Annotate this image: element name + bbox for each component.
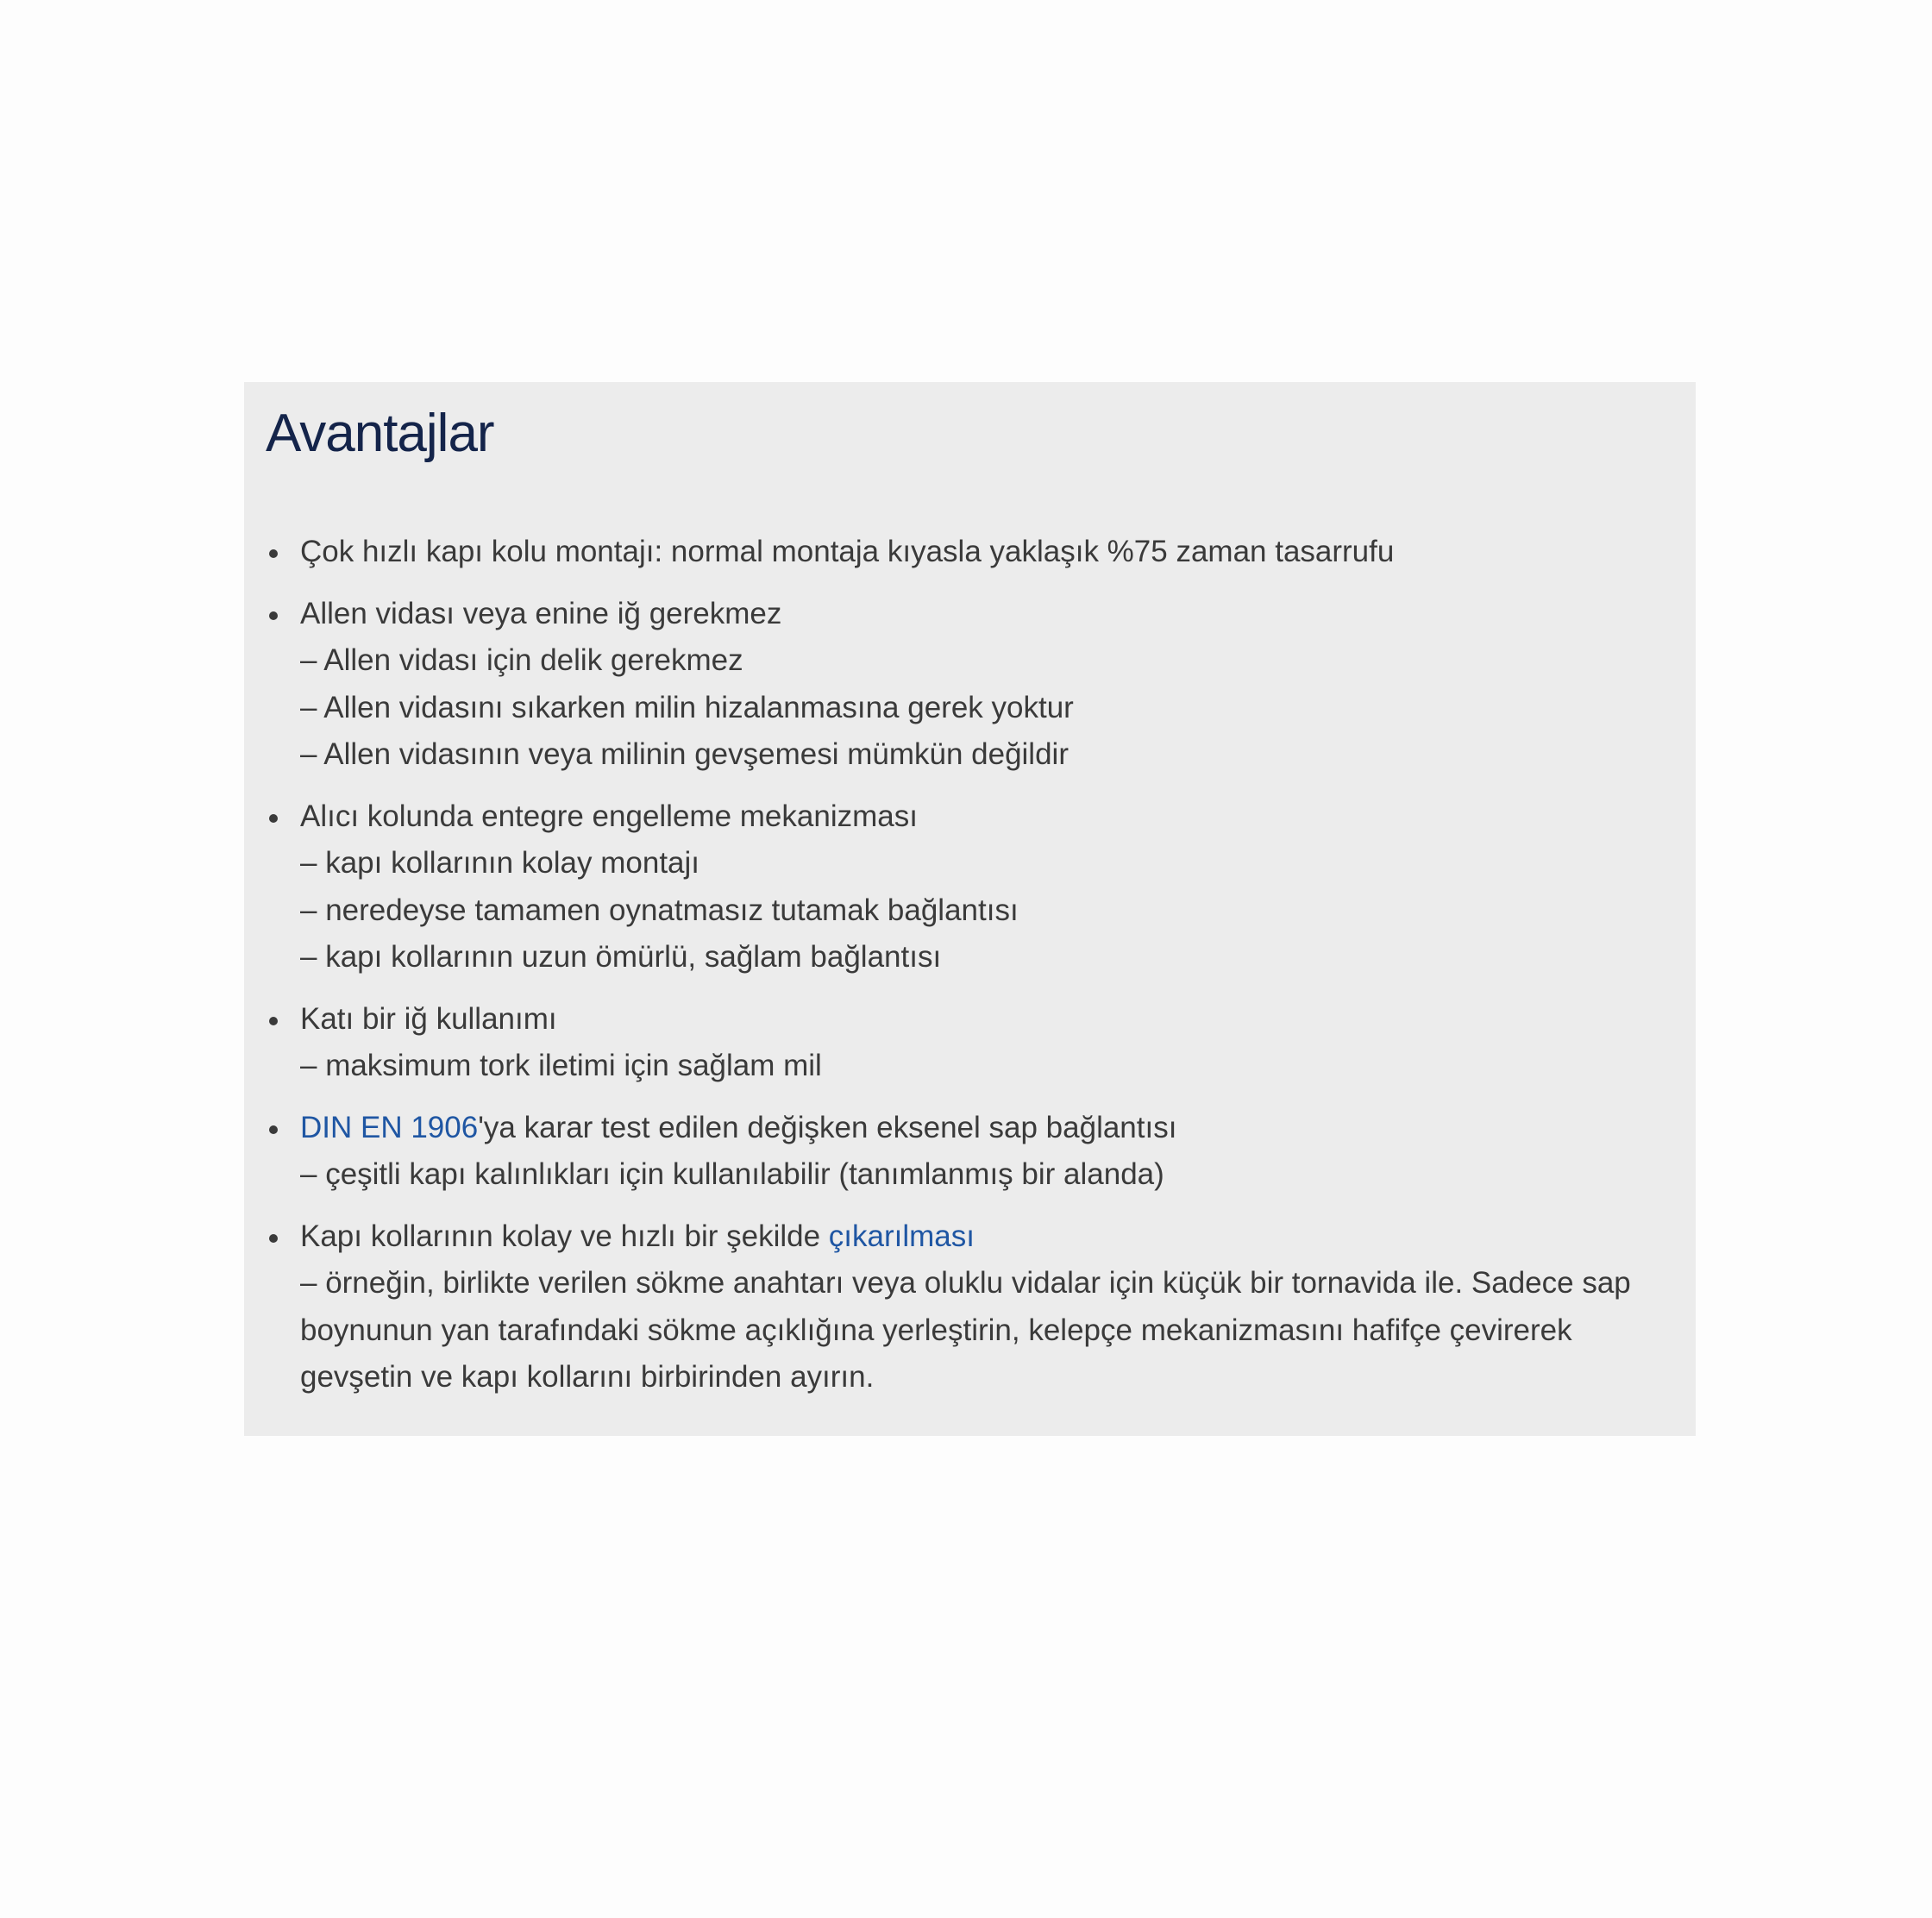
section-title: Avantajlar	[266, 404, 494, 463]
list-item	[266, 996, 1675, 1090]
list-item	[266, 529, 1675, 576]
bullet-icon	[269, 1125, 278, 1134]
bullet-icon	[269, 1234, 278, 1243]
item-text-rest: 'ya karar test edilen değişken eksenel sap bağlantısı	[478, 1110, 1177, 1144]
advantages-panel	[244, 382, 1696, 1436]
removal-link[interactable]: çıkarılması	[828, 1219, 975, 1253]
sub-item-text: – maksimum tork iletimi için sağlam mil	[300, 1049, 822, 1082]
sub-item-text: – Allen vidasını sıkarken milin hizalanmasına gerek yoktur	[300, 690, 1074, 724]
sub-item-text: – kapı kollarının uzun ömürlü, sağlam bağlantısı	[300, 940, 942, 974]
sub-item-text: – çeşitli kapı kalınlıkları için kullanılabilir (tanımlanmış bir alanda)	[300, 1157, 1164, 1191]
item-text: Alıcı kolunda entegre engelleme mekanizması	[300, 799, 918, 833]
sub-item-text: – Allen vidasının veya milinin gevşemesi mümkün değildir	[300, 737, 1069, 771]
list-item	[266, 793, 1675, 981]
item-text: Allen vidası veya enine iğ gerekmez	[300, 596, 782, 630]
sub-item-text: – Allen vidası için delik gerekmez	[300, 643, 743, 677]
list-item	[266, 1213, 1675, 1401]
item-text	[300, 1105, 1675, 1152]
item-text: Katı bir iğ kullanımı	[300, 1001, 557, 1036]
list-item	[266, 591, 1675, 779]
item-text	[300, 1213, 1675, 1261]
item-text-start: Kapı kollarının kolay ve hızlı bir şekilde	[300, 1219, 829, 1253]
item-text: Çok hızlı kapı kolu montajı: normal montaja kıyasla yaklaşık %75 zaman tasarrufu	[300, 535, 1395, 568]
sub-item-text: – neredeyse tamamen oynatmasız tutamak bağlantısı	[300, 893, 1019, 927]
sub-item-text: – örneğin, birlikte verilen sökme anahtarı veya oluklu vidalar için küçük bir tornavida ile. Sadece sap boynunun yan tarafındaki sökme açıklığına yerleştirin, kelepçe mekanizmasını hafifçe çevirerek gevşetin ve kapı kollarını birbirinden ayırın.	[300, 1266, 1631, 1394]
sub-item-text: – kapı kollarının kolay montajı	[300, 846, 700, 880]
advantages-list	[266, 529, 1675, 1401]
bullet-icon	[269, 611, 278, 620]
din-en-1906-link[interactable]: DIN EN 1906	[300, 1110, 479, 1144]
bullet-icon	[269, 814, 278, 823]
list-item	[266, 1105, 1675, 1199]
bullet-icon	[269, 549, 278, 558]
bullet-icon	[269, 1017, 278, 1025]
